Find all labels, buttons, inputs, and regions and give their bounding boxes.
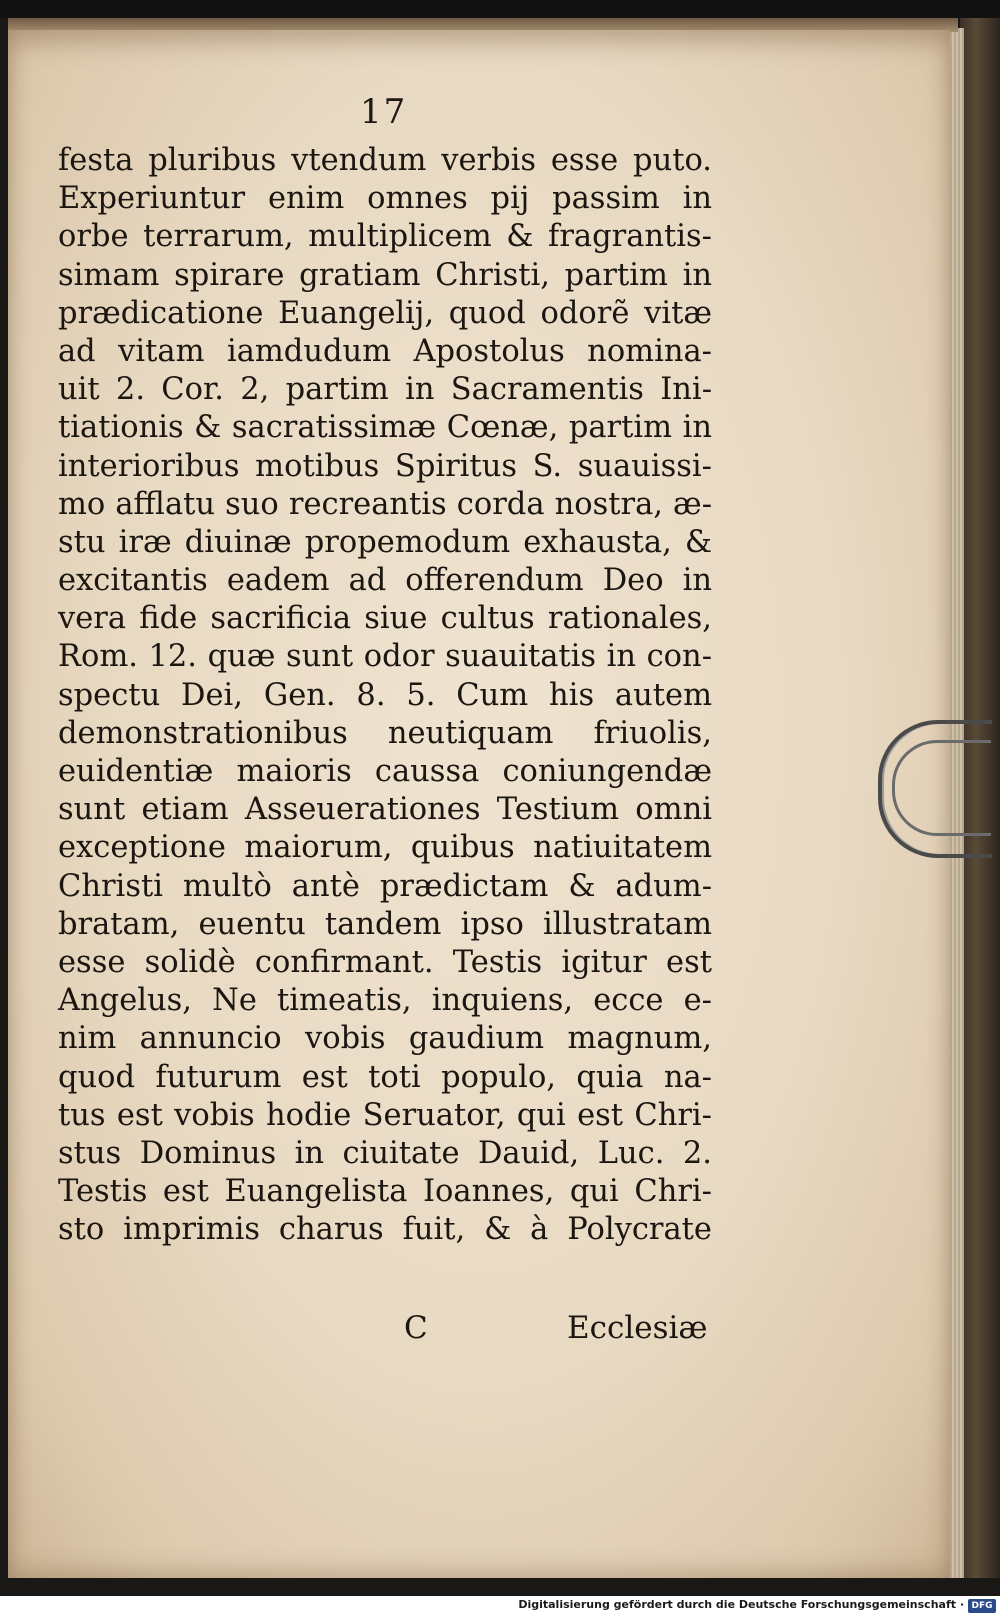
text-line: mo afflatu suo recreantis corda nostra, æ- (58, 486, 712, 522)
footer-credit: Digitalisierung gefördert durch die Deutsche Forschungsgemeinschaft · (518, 1598, 964, 1611)
footer-bar (0, 1596, 1000, 1616)
text-line: demonstrationibus neutiquam friuolis, (58, 715, 712, 751)
text-line: uit 2. Cor. 2, partim in Sacramentis Ini- (58, 372, 712, 408)
page-text (58, 142, 712, 1249)
text-line: ad vitam iamdudum Apostolus nomina- (58, 333, 712, 369)
paper-clip-inner (892, 740, 991, 836)
catchword: Ecclesiæ (567, 1310, 708, 1346)
text-line: nim annuncio vobis gaudium magnum, (58, 1021, 712, 1057)
text-line: stus Dominus in ciuitate Dauid, Luc. 2. (58, 1135, 712, 1171)
dfg-logo: DFG (968, 1599, 996, 1613)
text-line: spectu Dei, Gen. 8. 5. Cum his autem (58, 677, 712, 713)
text-line: esse solidè confirmant. Testis igitur est (58, 944, 712, 980)
text-line: simam spirare gratiam Christi, partim in (58, 257, 712, 293)
text-line: festa pluribus vtendum verbis esse puto. (58, 143, 712, 178)
text-line: Rom. 12. quæ sunt odor suauitatis in con- (58, 639, 712, 675)
text-line: exceptione maiorum, quibus natiuitatem (58, 830, 712, 866)
text-line: Testis est Euangelista Ioannes, qui Chri- (58, 1174, 712, 1210)
text-line: sunt etiam Asseuerationes Testium omni (58, 792, 712, 828)
page-number: 17 (360, 92, 408, 132)
text-line: Christi multò antè prædictam & adum- (58, 868, 712, 904)
text-line: interioribus motibus Spiritus S. suauissi- (58, 448, 712, 484)
text-line: sto imprimis charus fuit, & à Polycrate (58, 1212, 712, 1248)
text-line: orbe terrarum, multiplicem & fragrantis- (58, 219, 712, 255)
text-line: prædicatione Euangelij, quod odorẽ vitæ (58, 295, 712, 331)
text-line: Angelus, Ne timeatis, inquiens, ecce e- (58, 983, 712, 1019)
text-line: euidentiæ maioris caussa coniungendæ (58, 754, 712, 789)
text-line: Experiuntur enim omnes pij passim in (58, 181, 712, 217)
text-line: excitantis eadem ad offerendum Deo in (58, 563, 712, 599)
text-line: bratam, euentu tandem ipso illustratam (58, 906, 712, 942)
text-line: stu iræ diuinæ propemodum exhausta, & (58, 524, 712, 560)
text-line: tus est vobis hodie Seruator, qui est Chri- (58, 1097, 712, 1133)
text-line: vera fide sacrificia siue cultus rationales, (58, 601, 712, 637)
text-line: quod futurum est toti populo, quia na- (58, 1059, 712, 1095)
text-line: tiationis & sacratissimæ Cœnæ, partim in (58, 410, 712, 446)
signature-mark: C (404, 1310, 428, 1346)
